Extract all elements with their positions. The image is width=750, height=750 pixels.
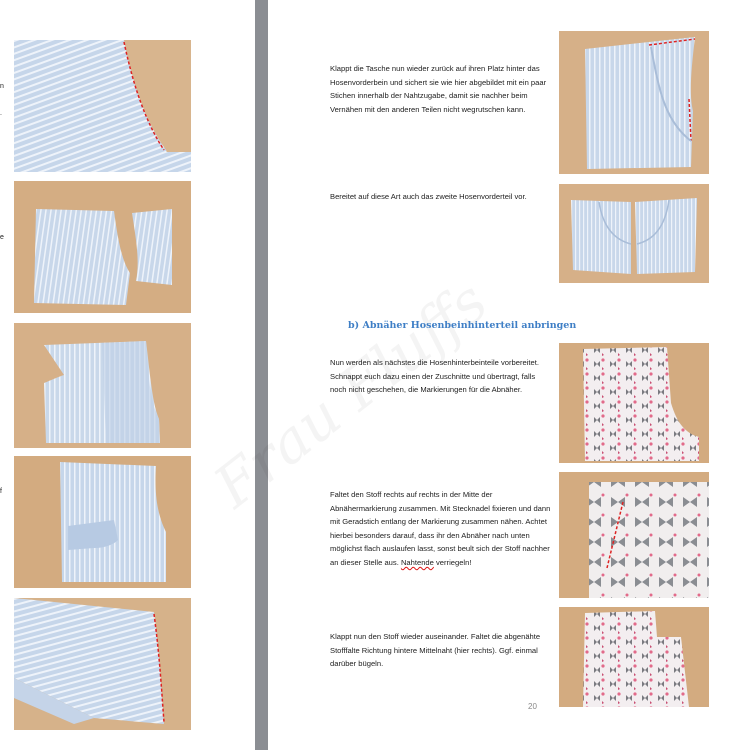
paragraph-3: Nun werden als nächstes die Hosenhinterbeinteile vorbereitet. Schnappt euch dazu einen der Zuschnitte und übertragt, falls noch nicht geschehen, die Markierungen für die Abnäher. <box>330 358 539 395</box>
paragraph-4-body: Faltet den Stoff rechts auf rechts in der Mitte der Abnähermarkierung zusammen. Mit Stecknadel fixieren und dann mit Geradstich entlang der Markierung zusammen nähen. Achtet hierbei besonders darauf, dass ihr den Abnäher nach unten möglichst flach auslaufen lasst, sonst beult sich der Stoff nachher an dieser Stelle aus. <box>330 490 551 567</box>
cutoff-text-4: f <box>0 488 2 495</box>
section-heading: b) Abnäher Hosenbeinhinterteil anbringen <box>348 320 577 331</box>
misspelled-word: Nahtende <box>400 557 434 567</box>
paragraph-2: Bereitet auf diese Art auch das zweite Hosenvorderteil vor. <box>330 192 527 201</box>
photo-two-front-pieces <box>559 184 709 283</box>
left-page <box>0 0 255 750</box>
photo-step-1 <box>14 40 191 172</box>
paragraph-1: Klappt die Tasche nun wieder zurück auf ihren Platz hinter das Hosenvorderbein und sichert sie wie hier abgebildet mit ein paar Stichen innerhalb der Nahtzugabe, damit sie nachher beim Vernähen mit den anderen Teilen nicht wegrutschen kann. <box>330 64 547 114</box>
photo-dart-pinned <box>559 472 709 598</box>
right-page <box>268 0 750 750</box>
cutoff-text-3: e <box>0 234 4 241</box>
paragraph-4 <box>330 488 552 570</box>
photo-step-5 <box>14 598 191 730</box>
paragraph-5: Klappt nun den Stoff wieder auseinander. Faltet die abgenähte Stofffalte Richtung hintere Mittelnaht (hier rechts). Ggf. einmal darüber bügeln. <box>330 632 541 669</box>
photo-butterfly-fabric <box>559 343 709 463</box>
photo-dart-opened <box>559 607 709 707</box>
photo-pocket-pinned <box>559 31 709 174</box>
cutoff-text-1: n <box>0 83 4 90</box>
cutoff-text-2: . <box>0 110 2 117</box>
photo-step-3 <box>14 323 191 448</box>
paragraph-4-tail: verriegeln! <box>436 557 472 567</box>
page-number: 20 <box>528 702 537 711</box>
photo-step-4 <box>14 456 191 588</box>
photo-step-2 <box>14 181 191 313</box>
